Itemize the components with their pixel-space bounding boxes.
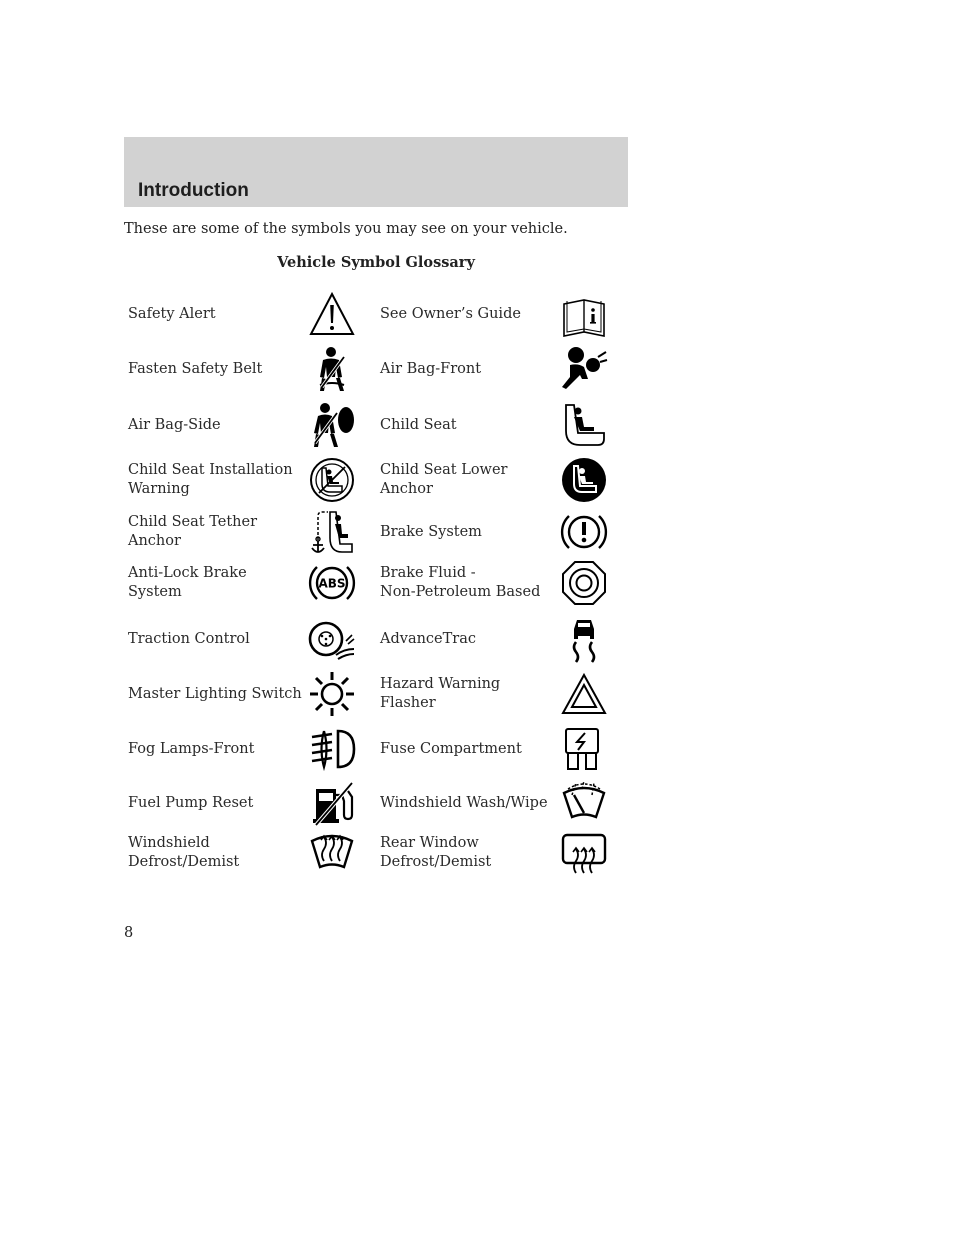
windshield-wiper-icon: [560, 779, 608, 827]
symbol-label: See Owner’s Guide: [380, 305, 521, 322]
intro-text: These are some of the symbols you may see on your vehicle.: [124, 221, 568, 237]
symbol-label: Fog Lamps-Front: [128, 740, 255, 757]
owners-guide-icon: [560, 290, 608, 338]
child-seat-lower-anchor-icon: [560, 456, 608, 504]
symbol-label: Brake System: [380, 523, 482, 540]
symbol-label: Traction Control: [128, 630, 250, 647]
symbol-label: Windshield Defrost/Demist: [128, 835, 240, 870]
symbol-label: Fuel Pump Reset: [128, 794, 254, 811]
abs-icon: [308, 559, 356, 607]
symbol-label: Child Seat: [380, 416, 457, 433]
glossary-row: [124, 556, 628, 610]
symbol-label: AdvanceTrac: [380, 630, 476, 647]
glossary-row: [124, 826, 628, 880]
symbol-label: Air Bag-Front: [380, 360, 482, 377]
airbag-side-icon: [308, 401, 356, 449]
page-number: 8: [124, 925, 134, 941]
symbol-label: Child Seat Installation Warning: [128, 462, 293, 497]
traction-control-icon: [308, 615, 356, 663]
symbol-label: Safety Alert: [128, 305, 216, 322]
symbol-label: Fuse Compartment: [380, 740, 522, 757]
brake-system-icon: [560, 508, 608, 556]
airbag-front-icon: [560, 345, 608, 393]
glossary-row: [124, 776, 628, 830]
symbol-label: Windshield Wash/Wipe: [380, 794, 548, 811]
symbol-label: Hazard Warning Flasher: [380, 676, 501, 711]
section-title: Introduction: [138, 180, 249, 201]
advancetrac-icon: [560, 615, 608, 663]
glossary-title: Vehicle Symbol Glossary: [277, 254, 475, 271]
brake-fluid-icon: [560, 559, 608, 607]
symbol-label: Master Lighting Switch: [128, 685, 302, 702]
child-seat-warning-icon: [308, 456, 356, 504]
fuel-pump-icon: [308, 779, 356, 827]
glossary-row: [124, 612, 628, 666]
header-band: [124, 137, 628, 207]
child-seat-tether-icon: [308, 508, 356, 556]
fuse-icon: [560, 725, 608, 773]
glossary-row: [124, 287, 628, 341]
fog-lamp-icon: [308, 725, 356, 773]
glossary-row: [124, 342, 628, 396]
safety-alert-icon: [308, 290, 356, 338]
symbol-label: Air Bag-Side: [128, 416, 221, 433]
symbol-label: Rear Window Defrost/Demist: [380, 835, 492, 870]
glossary-row: [124, 505, 628, 559]
symbol-label: Fasten Safety Belt: [128, 360, 263, 377]
glossary-row: [124, 453, 628, 507]
symbol-label: Anti-Lock Brake System: [128, 565, 247, 600]
symbol-label: Brake Fluid - Non-Petroleum Based: [380, 565, 541, 600]
glossary-row: [124, 398, 628, 452]
symbol-label: Child Seat Lower Anchor: [380, 462, 508, 497]
lighting-switch-icon: [308, 670, 356, 718]
rear-defrost-icon: [560, 829, 608, 877]
glossary-row: [124, 722, 628, 776]
windshield-defrost-icon: [308, 829, 356, 877]
glossary-row: [124, 667, 628, 721]
symbol-label: Child Seat Tether Anchor: [128, 514, 257, 549]
hazard-flasher-icon: [560, 670, 608, 718]
seat-belt-icon: [308, 345, 356, 393]
abs-icon-text: ABS: [318, 576, 346, 591]
child-seat-icon: [560, 401, 608, 449]
